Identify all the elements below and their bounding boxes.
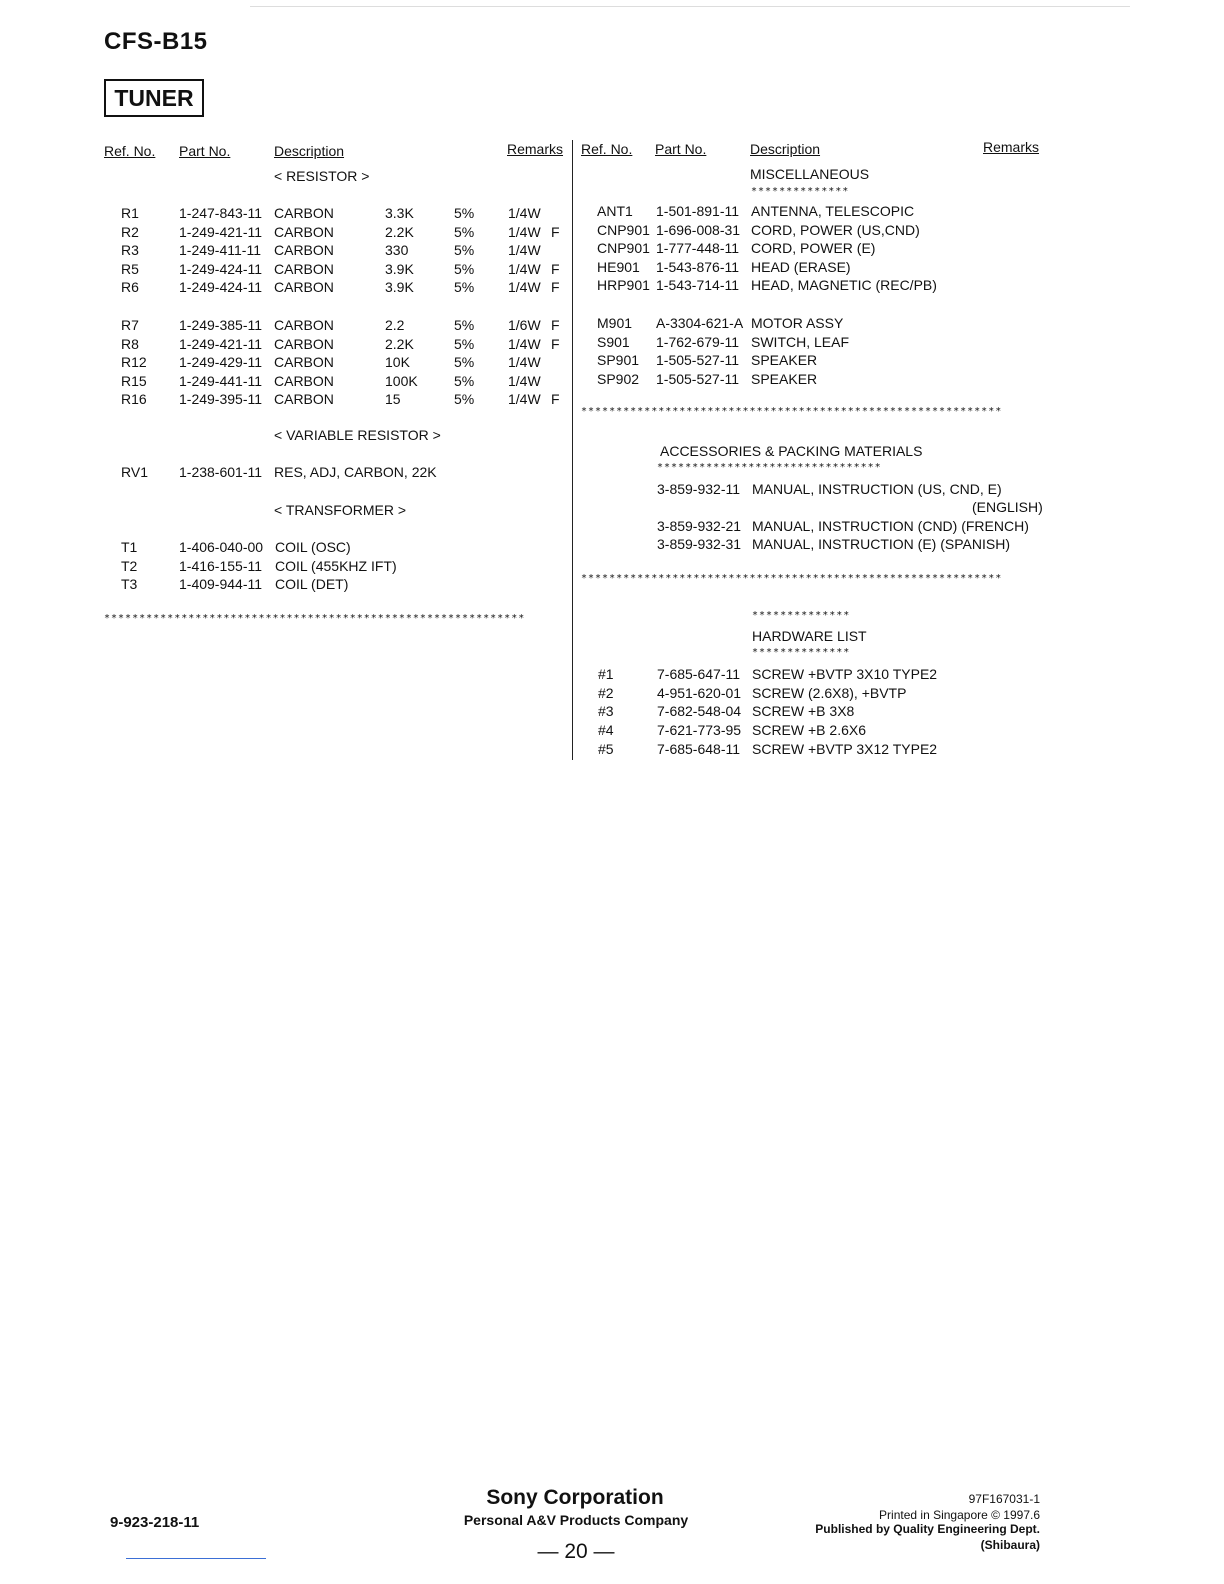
part-ref: R16: [121, 391, 147, 407]
resistor-wattage: 1/4W: [508, 372, 541, 389]
part-description: CARBON: [274, 223, 334, 240]
col-part-no-left: Part No.: [179, 143, 231, 159]
resistor-tolerance: 5%: [454, 335, 475, 352]
col-ref-no-right: Ref. No.: [581, 141, 633, 157]
accessories-heading: ACCESSORIES & PACKING MATERIALS: [660, 443, 923, 459]
col-description-left: Description: [274, 143, 345, 159]
part-number: 1-406-040-00: [179, 539, 264, 555]
part-number: A-3304-621-A: [656, 315, 744, 331]
part-ref: #5: [598, 740, 614, 757]
resistor-wattage: 1/4W: [508, 260, 541, 277]
resistor-value: 15: [385, 391, 401, 407]
resistor-wattage: 1/4W: [508, 205, 541, 221]
published-by: Published by Quality Engineering Dept.: [815, 1522, 1040, 1536]
part-ref: RV1: [121, 464, 148, 480]
part-ref: R15: [121, 372, 147, 389]
resistor-value: 2.2K: [385, 335, 414, 352]
part-ref: R12: [121, 354, 147, 370]
part-number: 1-238-601-11: [179, 464, 263, 480]
resistor-tolerance: 5%: [454, 223, 475, 240]
part-ref: HE901: [597, 258, 640, 275]
published-location: (Shibaura): [980, 1538, 1040, 1552]
remark-flag: F: [551, 279, 560, 295]
part-ref: #1: [598, 666, 614, 682]
hardware-stars-top: **************: [752, 610, 851, 621]
part-description: CARBON: [274, 372, 334, 389]
part-ref: SP902: [597, 370, 640, 387]
part-description: MANUAL, INSTRUCTION (CND) (FRENCH): [752, 518, 1029, 534]
variable-resistor-heading: < VARIABLE RESISTOR >: [274, 427, 441, 443]
part-number: 7-685-648-11: [657, 740, 741, 757]
part-ref: ANT1: [597, 203, 633, 219]
part-ref: HRP901: [597, 277, 650, 293]
accessories-stars: ********************************: [657, 462, 882, 473]
part-description: CARBON: [274, 391, 334, 407]
part-ref: T2: [121, 557, 138, 574]
part-language: (ENGLISH): [972, 499, 1043, 515]
resistor-value: 3.9K: [385, 260, 414, 277]
printed-in: Printed in Singapore © 1997.6: [879, 1508, 1040, 1522]
part-number: 1-777-448-11: [656, 240, 740, 256]
part-description: COIL (OSC): [275, 539, 351, 555]
part-number: 1-249-429-11: [179, 354, 263, 370]
part-number: 1-249-385-11: [179, 317, 263, 333]
part-ref: R3: [121, 242, 139, 258]
model-title: CFS-B15: [104, 28, 208, 55]
part-description: SWITCH, LEAF: [751, 333, 850, 350]
part-description: SCREW +BVTP 3X10 TYPE2: [752, 666, 938, 682]
part-description: HEAD, MAGNETIC (REC/PB): [751, 277, 937, 293]
part-number: 1-247-843-11: [179, 205, 263, 221]
print-code: 97F167031-1: [968, 1492, 1040, 1506]
part-description: SPEAKER: [751, 352, 818, 368]
col-ref-no-left: Ref. No.: [104, 143, 156, 159]
part-description: CARBON: [274, 205, 334, 221]
col-remarks-left: Remarks: [507, 141, 564, 157]
part-ref: #4: [598, 722, 614, 739]
part-ref: R6: [121, 279, 139, 295]
part-number: 1-249-441-11: [179, 372, 263, 389]
resistor-tolerance: 5%: [454, 372, 475, 389]
col-part-no-right: Part No.: [655, 141, 707, 157]
resistor-tolerance: 5%: [454, 205, 475, 221]
part-description: HEAD (ERASE): [751, 258, 851, 275]
separator-stars: ************************************************************: [581, 406, 1003, 417]
part-number: 1-249-424-11: [179, 279, 263, 295]
company-division: Personal A&V Products Company: [463, 1512, 689, 1528]
part-ref: T3: [121, 576, 138, 592]
part-description: ANTENNA, TELESCOPIC: [751, 203, 915, 219]
resistor-tolerance: 5%: [454, 354, 475, 370]
part-description: CARBON: [274, 279, 334, 295]
part-description: SCREW +B 3X8: [752, 703, 855, 720]
resistor-wattage: 1/4W: [508, 242, 541, 258]
part-description: SCREW +B 2.6X6: [752, 722, 866, 739]
part-ref: R5: [121, 260, 139, 277]
part-ref: R1: [121, 205, 139, 221]
part-ref: #2: [598, 684, 614, 701]
transformer-heading: < TRANSFORMER >: [274, 502, 406, 518]
part-number: 3-859-932-31: [657, 536, 742, 552]
resistor-value: 3.3K: [385, 205, 414, 221]
resistor-value: 3.9K: [385, 279, 414, 295]
part-description: CARBON: [274, 260, 334, 277]
part-description: MOTOR ASSY: [751, 315, 844, 331]
part-number: 1-696-008-31: [656, 221, 741, 238]
part-number: 1-762-679-11: [656, 333, 740, 350]
part-description: RES, ADJ, CARBON, 22K: [274, 464, 437, 480]
part-number: 3-859-932-21: [657, 518, 742, 534]
separator-stars: ************************************************************: [581, 573, 1003, 584]
part-number: 1-543-876-11: [656, 258, 740, 275]
part-description: CARBON: [274, 335, 334, 352]
footer-link-line: [126, 1558, 266, 1559]
part-description: SCREW +BVTP 3X12 TYPE2: [752, 740, 938, 757]
part-number: 3-859-932-11: [657, 481, 741, 497]
part-number: 1-249-421-11: [179, 335, 263, 352]
resistor-value: 2.2: [385, 317, 405, 333]
misc-heading: MISCELLANEOUS: [750, 166, 870, 182]
part-number: 1-543-714-11: [656, 277, 740, 293]
page-number: — 20 —: [537, 1540, 615, 1563]
misc-stars: **************: [751, 186, 850, 197]
col-description-right: Description: [750, 141, 821, 157]
part-number: 1-505-527-11: [656, 352, 740, 368]
part-description: COIL (DET): [275, 576, 349, 592]
resistor-wattage: 1/4W: [508, 354, 541, 370]
part-ref: T1: [121, 539, 138, 555]
part-description: CORD, POWER (E): [751, 240, 876, 256]
part-description: CARBON: [274, 242, 334, 258]
remark-flag: F: [551, 260, 560, 277]
resistor-tolerance: 5%: [454, 391, 475, 407]
part-description: CARBON: [274, 354, 334, 370]
top-rule: [250, 6, 1130, 7]
resistor-wattage: 1/4W: [508, 335, 541, 352]
resistor-value: 2.2K: [385, 223, 414, 240]
part-ref: M901: [597, 315, 633, 331]
resistor-heading: < RESISTOR >: [274, 168, 370, 184]
part-number: 7-621-773-95: [657, 722, 742, 739]
part-ref: SP901: [597, 352, 640, 368]
hardware-stars-bottom: **************: [752, 647, 851, 658]
part-description: MANUAL, INSTRUCTION (E) (SPANISH): [752, 536, 1010, 552]
part-ref: R8: [121, 335, 139, 352]
hardware-heading: HARDWARE LIST: [752, 628, 867, 644]
part-number: 1-249-424-11: [179, 260, 263, 277]
part-number: 7-685-647-11: [657, 666, 741, 682]
resistor-wattage: 1/4W: [508, 223, 541, 240]
part-number: 1-249-395-11: [179, 391, 263, 407]
resistor-tolerance: 5%: [454, 260, 475, 277]
part-description: SCREW (2.6X8), +BVTP: [752, 684, 907, 701]
remark-flag: F: [551, 391, 560, 407]
resistor-value: 10K: [385, 354, 410, 370]
part-description: COIL (455KHZ IFT): [275, 557, 397, 574]
document-number: 9-923-218-11: [110, 1514, 200, 1531]
column-divider: [572, 140, 573, 760]
part-number: 7-682-548-04: [657, 703, 742, 720]
part-description: CARBON: [274, 317, 334, 333]
remark-flag: F: [551, 317, 560, 333]
part-number: 4-951-620-01: [657, 684, 742, 701]
col-remarks-right: Remarks: [983, 139, 1040, 155]
resistor-wattage: 1/4W: [508, 279, 541, 295]
part-ref: R2: [121, 223, 139, 240]
part-ref: S901: [597, 333, 630, 350]
remark-flag: F: [551, 223, 560, 240]
part-ref: #3: [598, 703, 614, 720]
resistor-value: 330: [385, 242, 409, 258]
part-ref: CNP901: [597, 221, 650, 238]
part-number: 1-505-527-11: [656, 370, 740, 387]
part-number: 1-501-891-11: [656, 203, 740, 219]
part-ref: R7: [121, 317, 139, 333]
remark-flag: F: [551, 335, 560, 352]
part-number: 1-416-155-11: [179, 557, 263, 574]
part-number: 1-249-421-11: [179, 223, 263, 240]
resistor-tolerance: 5%: [454, 242, 475, 258]
section-title: TUNER: [104, 79, 204, 117]
resistor-value: 100K: [385, 372, 418, 389]
resistor-wattage: 1/6W: [508, 317, 541, 333]
resistor-wattage: 1/4W: [508, 391, 541, 407]
part-number: 1-249-411-11: [179, 242, 261, 258]
part-description: CORD, POWER (US,CND): [751, 221, 920, 238]
left-end-stars: ************************************************************: [104, 613, 526, 624]
resistor-tolerance: 5%: [454, 317, 475, 333]
part-description: SPEAKER: [751, 370, 818, 387]
part-number: 1-409-944-11: [179, 576, 263, 592]
company-name: Sony Corporation: [486, 1486, 664, 1509]
part-ref: CNP901: [597, 240, 650, 256]
resistor-tolerance: 5%: [454, 279, 475, 295]
part-description: MANUAL, INSTRUCTION (US, CND, E): [752, 481, 1002, 497]
